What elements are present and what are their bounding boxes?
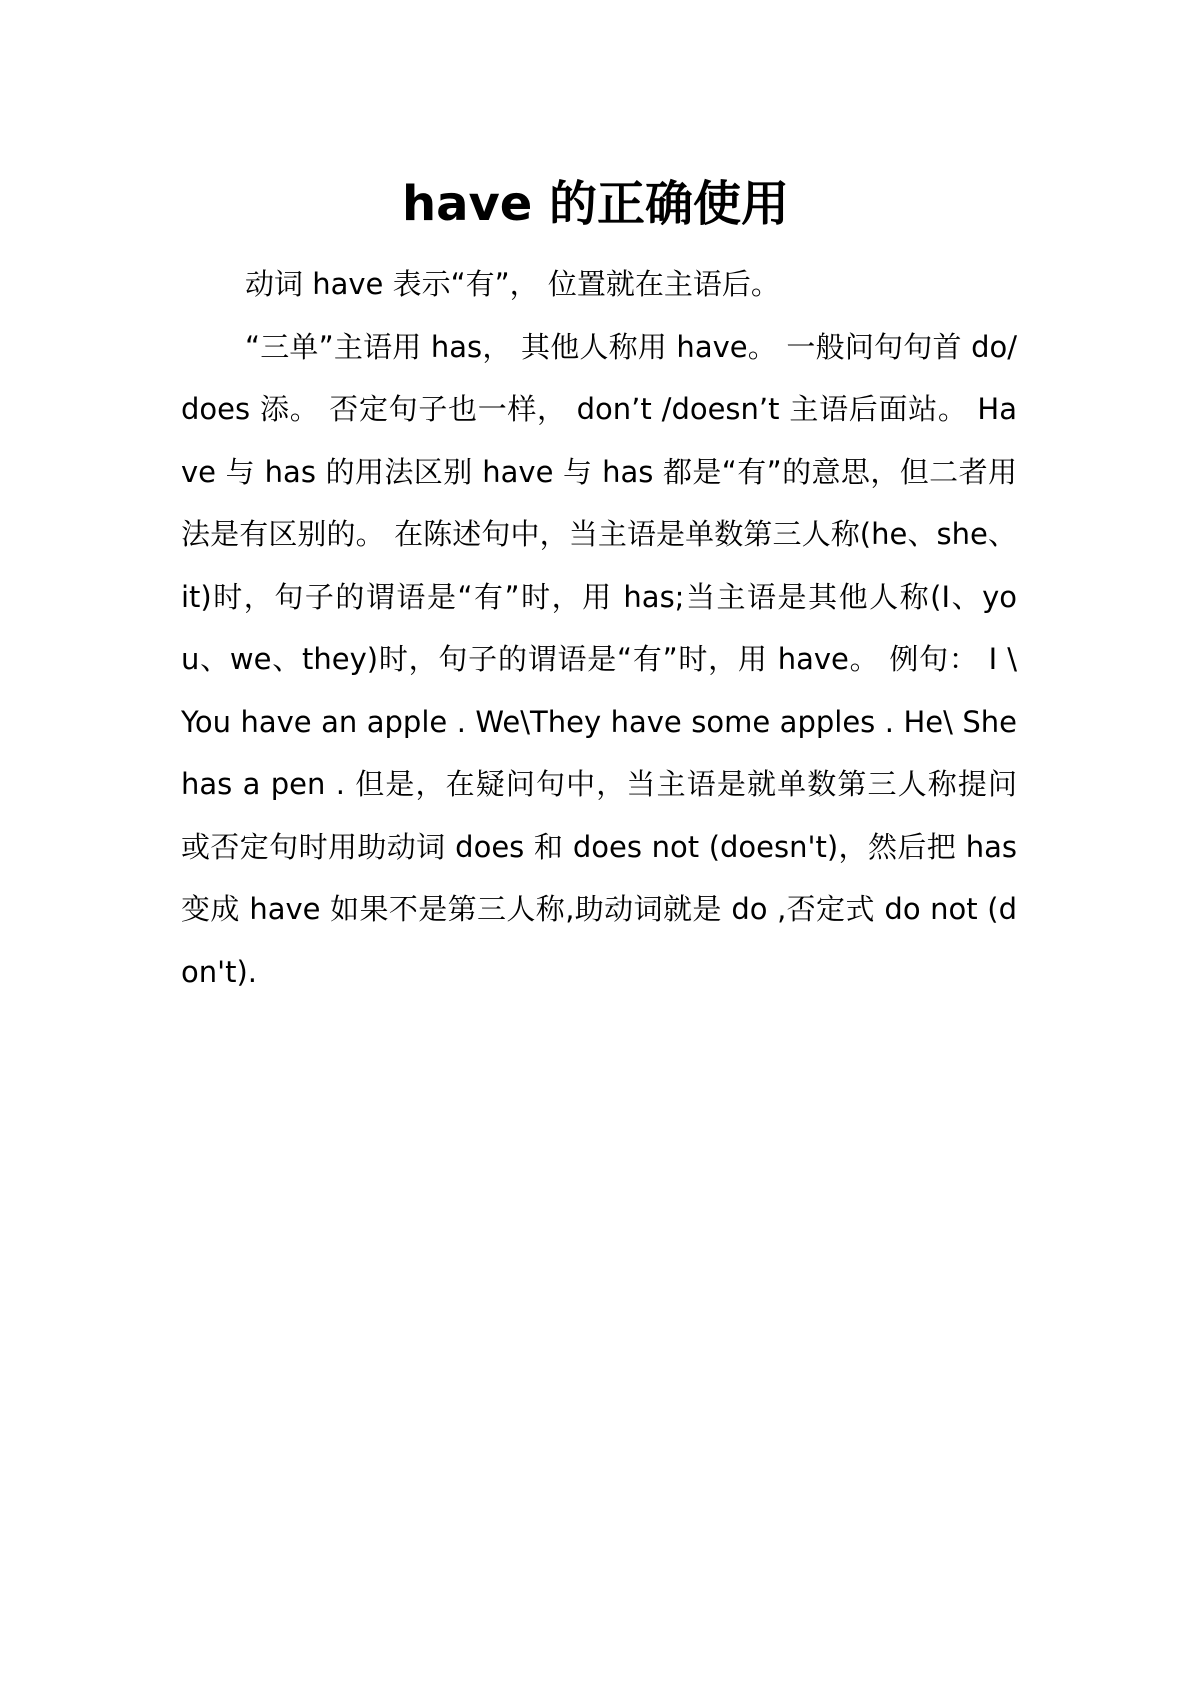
paragraph-main: “三单”主语用 has， 其他人称用 have。 一般问句句首 do/does 添。 否定句子也一样， don’t /doesn’t 主语后面站。 Have 与 has 的用法区别 have 与 has 都是“有”的意思，但二者用法是有区别的。 在陈述句中，当主语是单数第三人称(he、she、it)时，句子的谓语是“有”时，用 has;当主语是其他人称(I、you、we、they)时，句子的谓语是“有”时，用 have。 例句： I \ You have an apple . We\They have some apples . He\ She has a pen . 但是，在疑问句中，当主语是就单数第三人称提问或否定句时用助动词 does 和 does not (doesn't)，然后把 has 变成 have 如果不是第三人称,助动词就是 do ,否定式 do not (don't).: [181, 329, 1017, 989]
document-body: [181, 253, 1017, 1003]
paragraph-intro: 动词 have 表示“有”， 位置就在主语后。: [245, 267, 780, 301]
document-title: have 的正确使用: [401, 176, 790, 232]
